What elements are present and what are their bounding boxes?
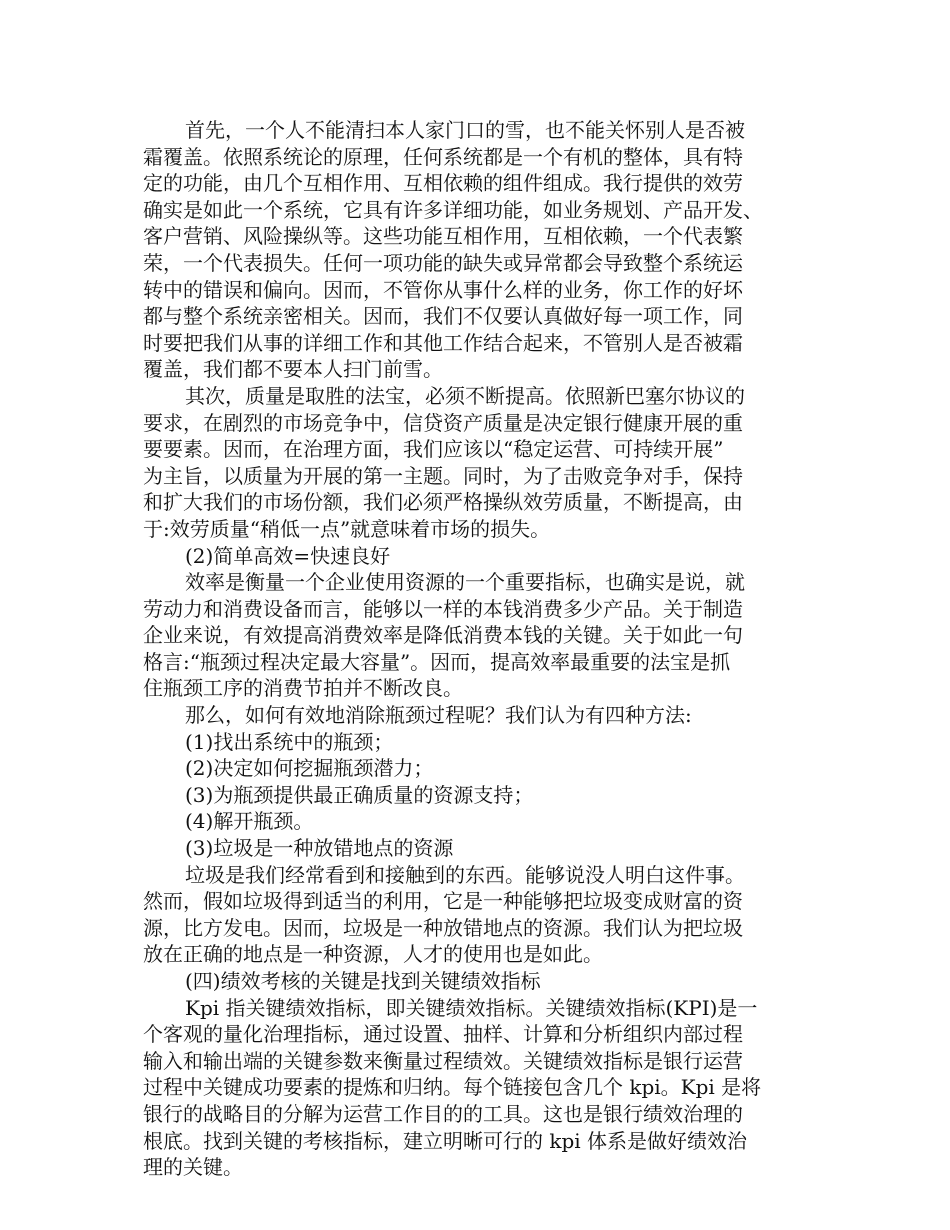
text-line: 确实是如此一个系统，它具有许多详细功能，如业务规划、产品开发、 (143, 197, 763, 222)
text-line: (2)简单高效=快速良好 (185, 543, 391, 568)
text-line: 都与整个系统亲密相关。因而，我们不仅要认真做好每一项工作，同 (143, 304, 743, 329)
text-line: (1)找出系统中的瓶颈； (185, 729, 394, 754)
text-line: 效率是衡量一个企业使用资源的一个重要指标，也确实是说，就 (185, 570, 745, 595)
text-line: 于:效劳质量“稍低一点”就意味着市场的损失。 (143, 516, 551, 541)
text-line: 然而，假如垃圾得到适当的利用，它是一种能够把垃圾变成财富的资 (143, 889, 743, 914)
text-line: 垃圾是我们经常看到和接触到的东西。能够说没人明白这件事。 (185, 862, 745, 887)
text-line: 首先，一个人不能清扫本人家门口的雪，也不能关怀别人是否被 (185, 118, 745, 142)
text-line: 源，比方发电。因而，垃圾是一种放错地点的资源。我们认为把垃圾 (143, 915, 743, 940)
text-line: 输入和输出端的关键参数来衡量过程绩效。关键绩效指标是银行运营 (143, 1048, 743, 1073)
text-line: (四)绩效考核的关键是找到关键绩效指标 (185, 969, 541, 993)
text-line: 企业来说，有效提高消费效率是降低消费本钱的关键。关于如此一句 (143, 623, 743, 648)
text-line: 那么，如何有效地消除瓶颈过程呢？我们认为有四种方法: (185, 703, 692, 728)
text-line: 时要把我们从事的详细工作和其他工作结合起来，不管别人是否被霜 (143, 330, 743, 355)
text-line: 其次，质量是取胜的法宝，必须不断提高。依照新巴塞尔协议的 (185, 383, 745, 408)
text-line: 住瓶颈工序的消费节拍并不断改良。 (143, 676, 463, 701)
text-line: 定的功能，由几个互相作用、互相依赖的组件组成。我行提供的效劳 (143, 171, 743, 196)
text-line: 要要素。因而，在治理方面，我们应该以“稳定运营、可持续开展” (143, 437, 724, 462)
text-line: 荣，一个代表损失。任何一项功能的缺失或异常都会导致整个系统运 (143, 250, 743, 275)
text-line: 和扩大我们的市场份额，我们必须严格操纵效劳质量，不断提高，由 (143, 490, 743, 515)
text-line: 为主旨，以质量为开展的第一主题。同时，为了击败竞争对手，保持 (143, 463, 743, 488)
text-line: 根底。找到关键的考核指标，建立明晰可行的 kpi 体系是做好绩效治 (143, 1128, 748, 1153)
text-line: 放在正确的地点是一种资源，人才的使用也是如此。 (143, 942, 603, 967)
text-line: 格言:“瓶颈过程决定最大容量”。因而，提高效率最重要的法宝是抓 (143, 649, 731, 674)
text-line: 客户营销、风险操纵等。这些功能互相作用，互相依赖，一个代表繁 (143, 224, 743, 249)
text-line: 个客观的量化治理指标，通过设置、抽样、计算和分析组织内部过程 (143, 1022, 743, 1047)
text-line: (4)解开瓶颈。 (185, 809, 314, 834)
text-line: 转中的错误和偏向。因而，不管你从事什么样的业务，你工作的好坏 (143, 277, 743, 302)
text-line: (2)决定如何挖掘瓶颈潜力； (185, 756, 434, 781)
text-line: 过程中关键成功要素的提炼和归纳。每个链接包含几个 kpi。Kpi 是将 (143, 1075, 762, 1100)
text-line: 银行的战略目的分解为运营工作目的的工具。这也是银行绩效治理的 (143, 1101, 743, 1126)
text-line: (3)垃圾是一种放错地点的资源 (185, 836, 454, 861)
text-line: (3)为瓶颈提供最正确质量的资源支持； (185, 782, 534, 807)
text-line: 理的关键。 (143, 1155, 243, 1180)
text-line: 覆盖，我们都不要本人扫门前雪。 (143, 357, 443, 382)
text-line: Kpi 指关键绩效指标，即关键绩效指标。关键绩效指标(KPI)是一 (185, 995, 758, 1020)
text-line: 劳动力和消费设备而言，能够以一样的本钱消费多少产品。关于制造 (143, 596, 743, 621)
text-line: 要求，在剧烈的市场竞争中，信贷资产质量是决定银行健康开展的重 (143, 410, 743, 435)
text-line: 霜覆盖。依照系统论的原理，任何系统都是一个有机的整体，具有特 (143, 144, 743, 169)
body-text (143, 117, 823, 1181)
